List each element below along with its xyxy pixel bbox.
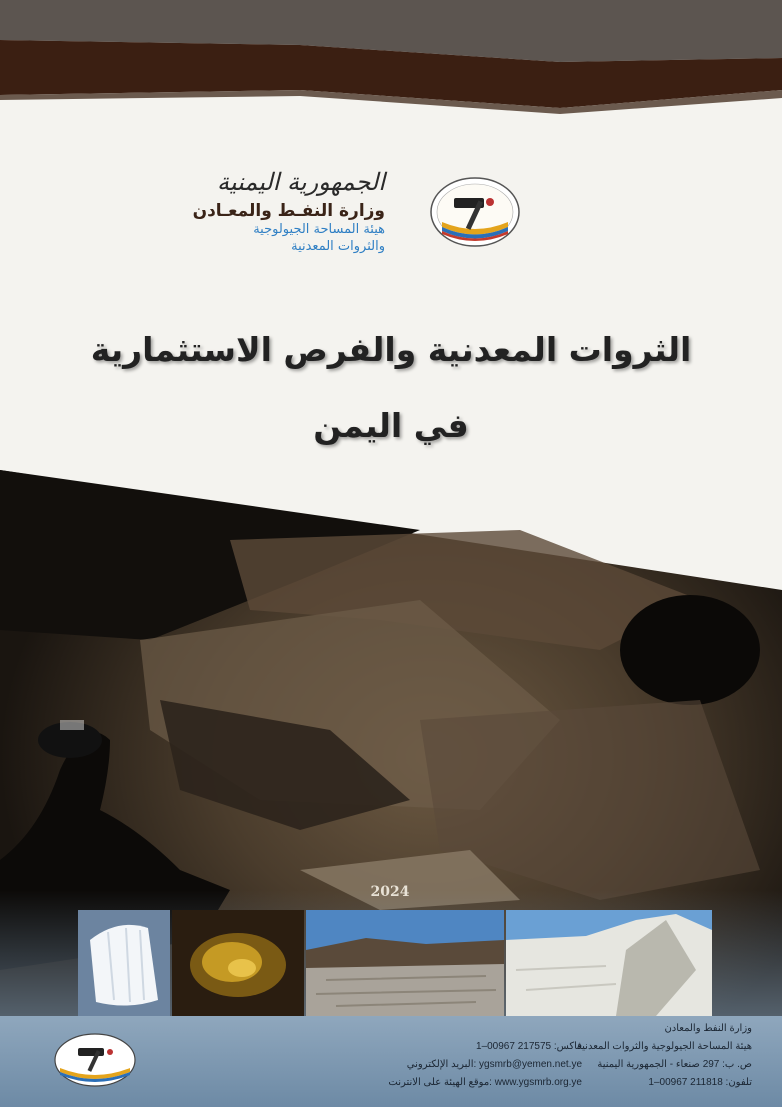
footer-email[interactable]: ygsmrb@yemen.net.ye :البريد الإلكتروني	[406, 1059, 582, 1070]
footer-authority: هيئة المساحة الجيولوجية والثروات المعدنية	[576, 1041, 752, 1052]
footer-website[interactable]: www.ygsmrb.org.ye :موقع الهيئة على الانترنت	[388, 1077, 582, 1088]
authority-emblem-icon	[420, 160, 530, 270]
authority-label-line2: والثروات المعدنية	[291, 239, 385, 254]
republic-label: الجمهورية اليمنية	[216, 168, 385, 196]
thumbnail-gold-ore	[172, 910, 304, 1016]
thumbnail-white-mineral	[78, 910, 170, 1016]
footer-phone: تلفون: 211818 00967–1	[648, 1077, 752, 1088]
footer-address: ص. ب: 297 صنعاء - الجمهورية اليمنية	[597, 1059, 752, 1070]
header-bands	[0, 0, 782, 130]
thumbnail-white-cliffs	[506, 910, 712, 1016]
footer-ministry: وزارة النفط والمعادن	[664, 1023, 752, 1034]
document-title-line1: الثروات المعدنية والفرص الاستثمارية	[90, 330, 692, 369]
document-title-line2: في اليمن	[313, 406, 469, 445]
thumbnail-rock-outcrop	[306, 910, 504, 1016]
authority-label-line1: هيئة المساحة الجيولوجية	[253, 222, 385, 237]
authority-emblem-icon	[52, 1030, 138, 1090]
ministry-label: وزارة النفـط والمعـادن	[192, 201, 385, 221]
footer-fax: فاكس: 217575 00967–1	[476, 1041, 582, 1052]
publication-year: 2024	[370, 884, 410, 900]
